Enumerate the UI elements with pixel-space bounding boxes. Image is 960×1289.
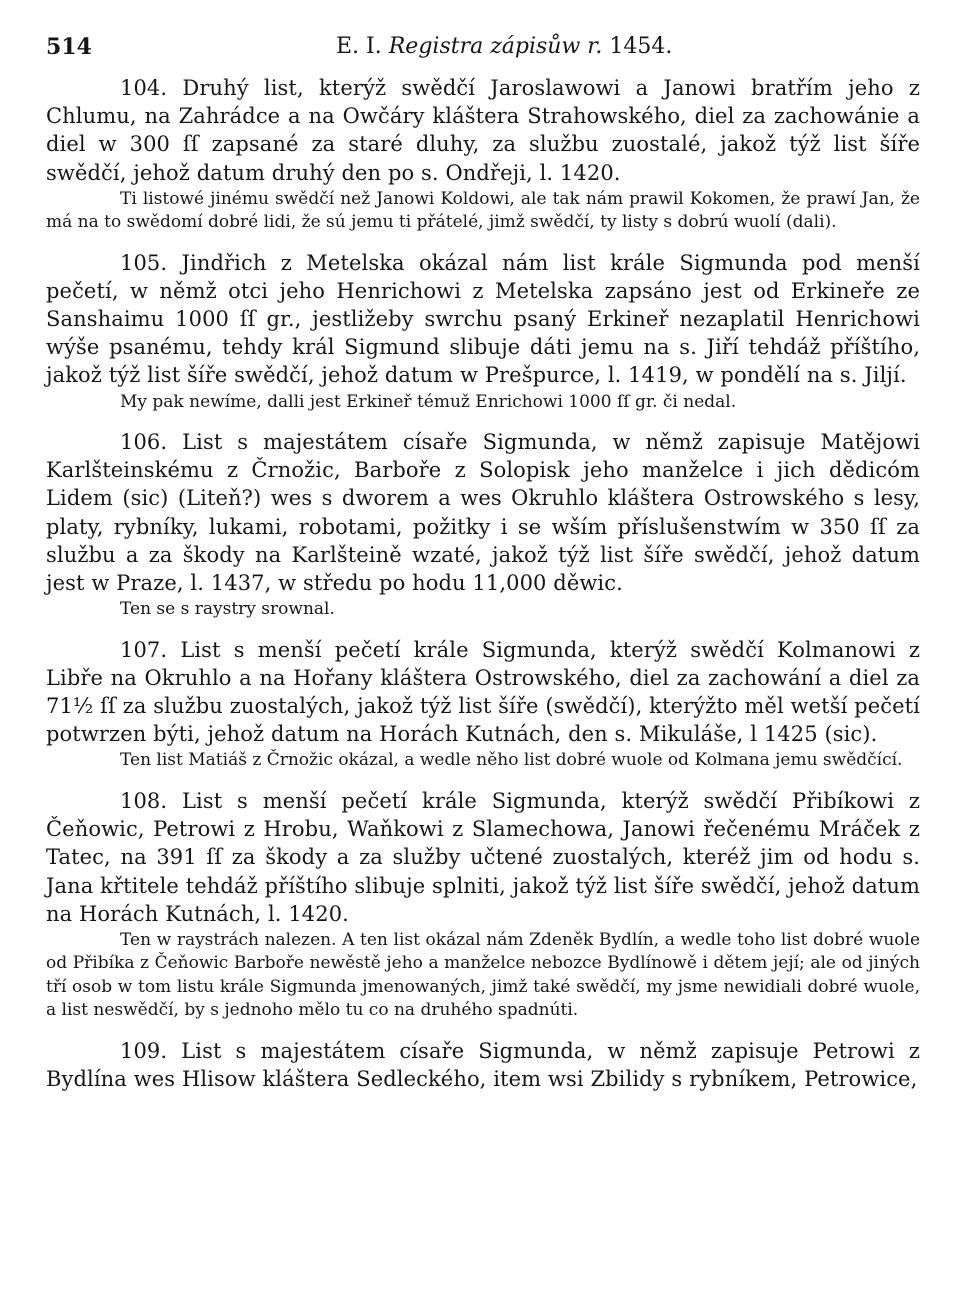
- page-header: [46, 34, 920, 74]
- running-year: 1454.: [609, 34, 673, 59]
- entry-108-note: Ten w raystrách nalezen. A ten list okázal nám Zdeněk Bydlín, a wedle toho list dobré wuole od Přibíka z Čeňowic Barboře newěstě jeho a manželce nebozce Bydlínowě i dětem její; ale od jiných tří osob w tom listu krále Sigmunda jmenowaných, jimž také swědčí, my jsme newidiali dobré wuole, a list neswědčí, by s jednoho mělo tu co na druhého spadnúti.: [46, 929, 920, 1021]
- running-title-text: Registra zápisůw r.: [388, 34, 603, 59]
- page-number: 514: [46, 34, 92, 60]
- entry-104: [46, 74, 920, 187]
- entry-104-note: Ti listowé jinému swědčí než Janowi Koldowi, ale tak nám prawil Kokomen, že prawí Jan, že má na to swědomí dobré lidi, že sú jemu ti přátelé, jimž swědčí, ty listy s dobrú wuolí (dali).: [46, 188, 920, 233]
- entry-number: 109.: [120, 1038, 168, 1063]
- entry-number: 104.: [120, 76, 168, 100]
- entry-106: [46, 428, 920, 597]
- entry-105: [46, 249, 920, 390]
- entry-number: 108.: [120, 788, 168, 813]
- entry-number: 105.: [120, 250, 168, 275]
- entry-number: 106.: [120, 430, 168, 455]
- entry-106-note: Ten se s raystry srownal.: [120, 599, 335, 620]
- entry-108: [46, 787, 920, 928]
- entry-text: Jindřich z Metelska okázal nám list krále Sigmunda pod menší pečetí, w němž otci jeho Henrichowi z Metelska zapsáno jest od Erkineře ze Sanshaimu 1000 ſſ gr., jestližeby swrchu psaný Erkineř nezaplatil Henrichowi wýše psanému, tehdy král Sigmund slibuje dáti jemu na s. Jiří tehdáž příštího, jakož týž list šíře swědčí, jehož datum w Prešpurce, l. 1419, w pondělí na s. Jiljí.: [46, 250, 920, 388]
- entry-109: [46, 1037, 920, 1093]
- running-series: E. I.: [336, 34, 382, 59]
- document-page: [46, 34, 920, 1093]
- entry-text: List s majestátem císaře Sigmunda, w němž zapisuje Matějowi Karlšteinskému z Črnožic, Barboře z Solopisk jeho manželce i jich dědicóm Lidem (sic) (Liteň?) wes s dworem a wes Okruhlo kláštera Ostrowského s lesy, platy, rybníky, lukami, robotami, požitky i se wším příslušenstwím w 350 ſſ za službu a za škody na Karlšteině wzaté, jakož týž list šíře swědčí, jehož datum jest w Praze, l. 1437, w středu po hodu 11,000 děwic.: [46, 430, 921, 596]
- running-title: [336, 34, 672, 59]
- entry-text: List s menší pečetí krále Sigmunda, kterýž swědčí Přibíkowi z Čeňowic, Petrowi z Hrobu, Waňkowi z Slamechowa, Janowi řečenému Mráček z Tatec, na 391 ſſ za škody a za služby učtené zuostalých, kteréž jim od hodu s. Jana křtitele tehdáž příštího slibuje splniti, jakož týž list šíře swědčí, jehož datum na Horách Kutnách, l. 1420.: [46, 788, 921, 926]
- entry-number: 107.: [120, 637, 168, 662]
- entry-107: [46, 636, 920, 749]
- entry-text: Druhý list, kterýž swědčí Jaroslawowi a Janowi bratřím jeho z Chlumu, na Zahrádce a na Owčáry kláštera Strahowského, diel za zachowánie a diel w 300 ſſ zapsané za staré dluhy, za službu zuostalé, jakož týž list šíře swědčí, jehož datum druhý den po s. Ondřeji, l. 1420.: [46, 76, 920, 185]
- entry-105-note: My pak newíme, dalli jest Erkineř témuž Enrichowi 1000 ſſ gr. či nedal.: [120, 391, 737, 412]
- entry-107-note: Ten list Matiáš z Črnožic okázal, a wedle něho list dobré wuole od Kolmana jemu swědčící.: [120, 750, 903, 771]
- entry-text: List s menší pečetí krále Sigmunda, kterýž swědčí Kolmanowi z Libře na Okruhlo a na Hořany kláštera Ostrowského, diel za zachowání a diel za 71½ ſſ za službu zuostalých, jakož týž list šíře (swědčí), kterýžto měl wetší pečetí potwrzen býti, jehož datum na Horách Kutnách, den s. Mikuláše, l 1425 (sic).: [46, 637, 920, 747]
- entry-text: List s majestátem císaře Sigmunda, w němž zapisuje Petrowi z Bydlína wes Hlisow kláštera Sedleckého, item wsi Zbilidy s rybníkem, Petrowice,: [46, 1038, 920, 1091]
